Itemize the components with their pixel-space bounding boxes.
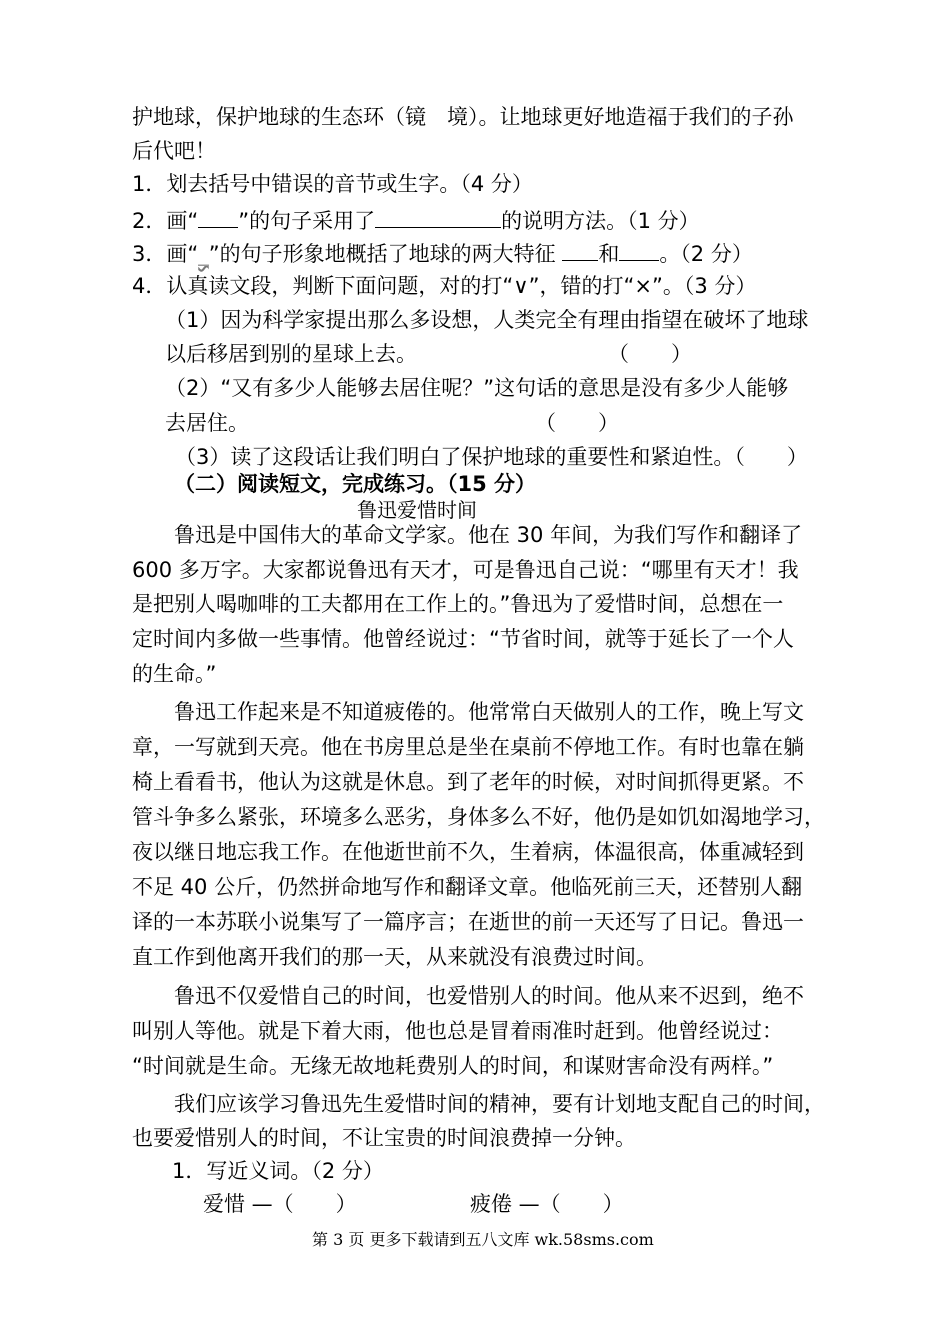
judgement-item-2: （2）“又有多少人能够去居住呢？”这句话的意思是没有多少人能够 bbox=[165, 376, 789, 400]
article-line: 管斗争多么紧张，环境多么恶劣，身体多么不好，他仍是如饥如渴地学习， bbox=[132, 805, 825, 829]
article-line: 译的一本苏联小说集写了一篇序言；在逝世的前一天还写了日记。鲁迅一 bbox=[132, 910, 804, 934]
exercise-question-1: 1．写近义词。（2 分） bbox=[172, 1159, 384, 1183]
synonym-item-pijuan[interactable]: 疲倦 —（ ） bbox=[470, 1192, 624, 1216]
passage-line: 后代吧！ bbox=[132, 139, 216, 163]
blank-underline[interactable] bbox=[375, 205, 501, 228]
article-line: 的生命。” bbox=[132, 662, 217, 686]
blank-underline[interactable] bbox=[619, 238, 659, 261]
article-line: 鲁迅不仅爱惜自己的时间，也爱惜别人的时间。他从来不迟到，绝不 bbox=[132, 984, 804, 1008]
article-line: 我们应该学习鲁迅先生爱惜时间的精神，要有计划地支配自己的时间， bbox=[132, 1092, 825, 1116]
article-line: 叫别人等他。就是下着大雨，他也总是冒着雨准时赶到。他曾经说过： bbox=[132, 1019, 783, 1043]
judgement-item-3: （3）读了这段话让我们明白了保护地球的重要性和紧迫性。（ ） bbox=[175, 445, 808, 469]
synonym-item-aixi[interactable]: 爱惜 —（ ） bbox=[203, 1192, 357, 1216]
blank-underline[interactable] bbox=[562, 238, 598, 261]
article-line: 是把别人喝咖啡的工夫都用在工作上的。”鲁迅为了爱惜时间，总想在一 bbox=[132, 592, 784, 616]
judgement-item-1-cont: 以后移居到别的星球上去。 bbox=[165, 342, 417, 366]
judgement-item-2-cont: 去居住。 bbox=[165, 411, 249, 435]
question-4: 4．认真读文段，判断下面问题，对的打“∨”，错的打“×”。（3 分） bbox=[132, 274, 757, 298]
question-3: 3．画“_”的句子形象地概括了地球的两大特征 和 。（2 分） bbox=[132, 238, 753, 268]
page-footer: 第 3 页 更多下载请到五八文库 wk.58sms.com bbox=[312, 1230, 654, 1249]
judgement-item-1: （1）因为科学家提出那么多设想，人类完全有理由指望在破坏了地球 bbox=[165, 308, 809, 332]
article-title: 鲁迅爱惜时间 bbox=[357, 498, 477, 522]
article-line: 鲁迅是中国伟大的革命文学家。他在 30 年间，为我们写作和翻译了 bbox=[132, 523, 803, 547]
article-line: 直工作到他离开我们的那一天，从来就没有浪费过时间。 bbox=[132, 945, 657, 969]
article-line: 也要爱惜别人的时间，不让宝贵的时间浪费掉一分钟。 bbox=[132, 1126, 636, 1150]
wavy-underline-mark: _ bbox=[198, 242, 209, 266]
article-line: 鲁迅工作起来是不知道疲倦的。他常常白天做别人的工作，晚上写文 bbox=[132, 700, 804, 724]
article-line: “时间就是生命。无缘无故地耗费别人的时间，和谋财害命没有两样。” bbox=[132, 1054, 774, 1078]
article-line: 不足 40 公斤，仍然拼命地写作和翻译文章。他临死前三天，还替别人翻 bbox=[132, 875, 803, 899]
question-1: 1．划去括号中错误的音节或生字。（4 分） bbox=[132, 172, 533, 196]
article-line: 夜以继日地忘我工作。在他逝世前不久，生着病，体温很高，体重减轻到 bbox=[132, 840, 804, 864]
article-line: 定时间内多做一些事情。他曾经说过：“节省时间，就等于延长了一个人 bbox=[132, 627, 794, 651]
article-line: 600 多万字。大家都说鲁迅有天才，可是鲁迅自己说：“哪里有天才！我 bbox=[132, 558, 799, 582]
article-line: 章，一写就到天亮。他在书房里总是坐在桌前不停地工作。有时也靠在躺 bbox=[132, 735, 804, 759]
passage-line: 护地球，保护地球的生态环（镜 境）。让地球更好地造福于我们的子孙 bbox=[132, 105, 794, 129]
answer-parentheses[interactable]: （ ） bbox=[608, 342, 692, 366]
answer-parentheses[interactable]: （ ） bbox=[535, 411, 619, 435]
article-line: 椅上看看书，他认为这就是休息。到了老年的时候，对时间抓得更紧。不 bbox=[132, 770, 804, 794]
question-2: 2．画“ ”的句子采用了 的说明方法。（1 分） bbox=[132, 205, 700, 235]
blank-underline[interactable] bbox=[198, 205, 238, 228]
section-heading: （二）阅读短文，完成练习。（15 分） bbox=[174, 472, 537, 496]
